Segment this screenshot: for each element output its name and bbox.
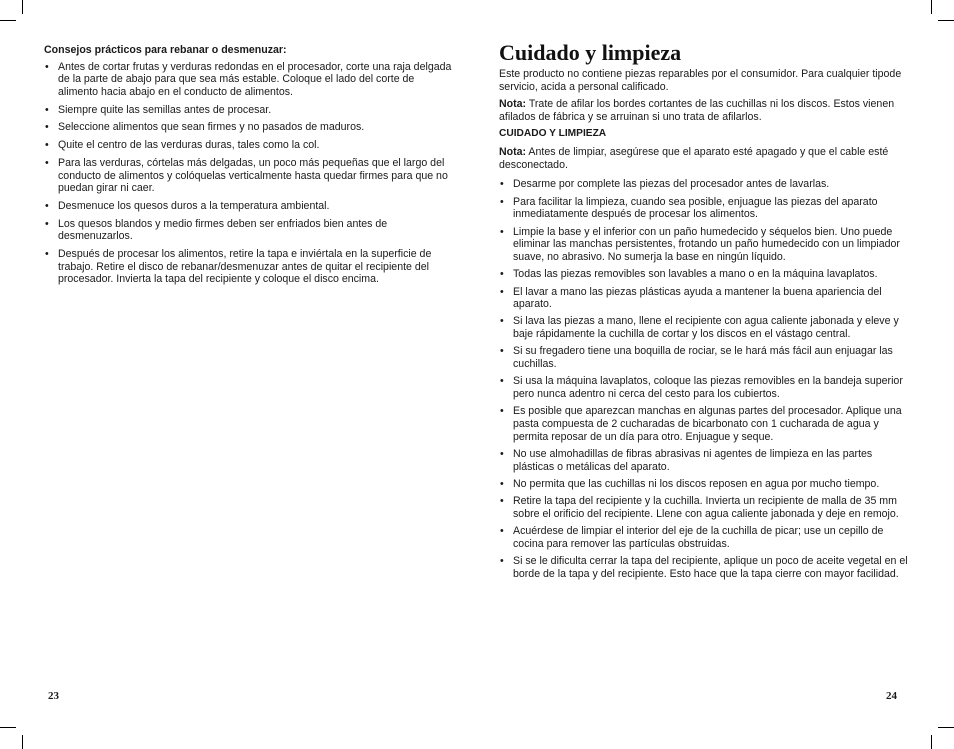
- note-text: Antes de limpiar, asegúrese que el aparato esté apagado y que el cable esté desconectado.: [499, 145, 889, 171]
- list-item: • Antes de cortar frutas y verduras redondas en el procesador, corte una raja delgada de la parte de abajo para que sea más estable. Coloque el lado del corte de alimento hacia abajo en el conducto de alimentos.: [44, 61, 456, 99]
- list-item: • Si usa la máquina lavaplatos, coloque las piezas removibles en la bandeja superior pero nunca adentro ni cerca del cesto para los cubiertos.: [499, 375, 914, 400]
- crop-mark: [0, 727, 16, 728]
- crop-mark: [938, 20, 954, 21]
- note-paragraph: [499, 146, 914, 171]
- page-title: Cuidado y limpieza: [499, 40, 682, 65]
- section-heading: CUIDADO Y LIMPIEZA: [499, 128, 607, 140]
- note-paragraph: [499, 98, 914, 123]
- list-item: • Para facilitar la limpieza, cuando sea posible, enjuague las piezas del aparato inmediatamente después de procesar los alimentos.: [499, 196, 914, 221]
- list-item: • Los quesos blandos y medio firmes deben ser enfriados bien antes de desmenuzarlos.: [44, 218, 456, 243]
- list-item: • Seleccione alimentos que sean firmes y no pasados de maduros.: [44, 121, 456, 134]
- list-item: • Limpie la base y el inferior con un paño humedecido y séquelos bien. Uno puede eliminar las manchas persistentes, frotando un paño humedecido con un limpiador suave, no abrasivo. No sumerja la base en ningún líquido.: [499, 226, 914, 264]
- list-item: • Si se le dificulta cerrar la tapa del recipiente, aplique un poco de aceite vegetal en el borde de la tapa y del recipiente. Esto hace que la tapa cierre con mayor facilidad.: [499, 555, 914, 580]
- crop-mark: [22, 0, 23, 14]
- bullet-list: [44, 61, 456, 286]
- crop-mark: [931, 735, 932, 749]
- page-number-right: 24: [886, 690, 897, 702]
- note-text: Trate de afilar los bordes cortantes de las cuchillas ni los discos. Estos vienen afilados de fábrica y se arruinan si uno trata de afilarlos.: [499, 98, 895, 123]
- section-heading: Consejos prácticos para rebanar o desmenuzar:: [44, 44, 287, 56]
- list-item: • Es posible que aparezcan manchas en algunas partes del procesador. Aplique una pasta compuesta de 2 cucharadas de bicarbonato con 1 cucharada de agua y permita reposar de un día para otro. Enjuague y seque.: [499, 405, 914, 443]
- list-item: • No permita que las cuchillas ni los discos reposen en agua por mucho tiempo.: [499, 478, 914, 491]
- list-item: • Para las verduras, córtelas más delgadas, un poco más pequeñas que el largo del conducto de alimentos y colóquelas verticalmente hasta quedar firmes para que no puedan girar ni caer.: [44, 157, 456, 195]
- intro-paragraph: Este producto no contiene piezas reparables por el consumidor. Para cualquier tipode servicio, acida a personal calificado.: [499, 68, 902, 93]
- page-number-left: 23: [48, 690, 59, 702]
- bullet-list: [499, 178, 914, 580]
- list-item: • Acuérdese de limpiar el interior del eje de la cuchilla de picar; use un cepillo de cocina para remover las partículas obstruidas.: [499, 525, 914, 550]
- note-label: Nota:: [499, 98, 527, 111]
- left-page-column: [44, 44, 456, 291]
- list-item: • El lavar a mano las piezas plásticas ayuda a mantener la buena apariencia del aparato.: [499, 286, 914, 311]
- list-item: • Después de procesar los alimentos, retire la tapa e inviértala en la superficie de trabajo. Retire el disco de rebanar/desmenuzar antes de quitar el recipiente del procesador. Invierta la tapa del recipiente y coloque el disco encima.: [44, 248, 456, 286]
- list-item: • Si su fregadero tiene una boquilla de rociar, se le hará más fácil aun enjuagar las cuchillas.: [499, 345, 914, 370]
- list-item: • Retire la tapa del recipiente y la cuchilla. Invierta un recipiente de malla de 35 mm sobre el orificio del recipiente. Llene con agua caliente jabonada y deje en remojo.: [499, 495, 914, 520]
- list-item: • Quite el centro de las verduras duras, tales como la col.: [44, 139, 456, 152]
- crop-mark: [22, 735, 23, 749]
- right-page-column: [499, 40, 914, 585]
- list-item: • Siempre quite las semillas antes de procesar.: [44, 104, 456, 117]
- list-item: • Todas las piezas removibles son lavables a mano o en la máquina lavaplatos.: [499, 268, 914, 281]
- crop-mark: [0, 20, 16, 21]
- list-item: • Desarme por complete las piezas del procesador antes de lavarlas.: [499, 178, 914, 191]
- list-item: • Si lava las piezas a mano, llene el recipiente con agua caliente jabonada y eleve y baje rápidamente la cuchilla de cortar y los discos en el vástago central.: [499, 315, 914, 340]
- list-item: • Desmenuce los quesos duros a la temperatura ambiental.: [44, 200, 456, 213]
- crop-mark: [938, 727, 954, 728]
- crop-mark: [931, 0, 932, 14]
- list-item: • No use almohadillas de fibras abrasivas ni agentes de limpieza en las partes plásticas o metálicas del aparato.: [499, 448, 914, 473]
- note-label: Nota:: [499, 145, 527, 158]
